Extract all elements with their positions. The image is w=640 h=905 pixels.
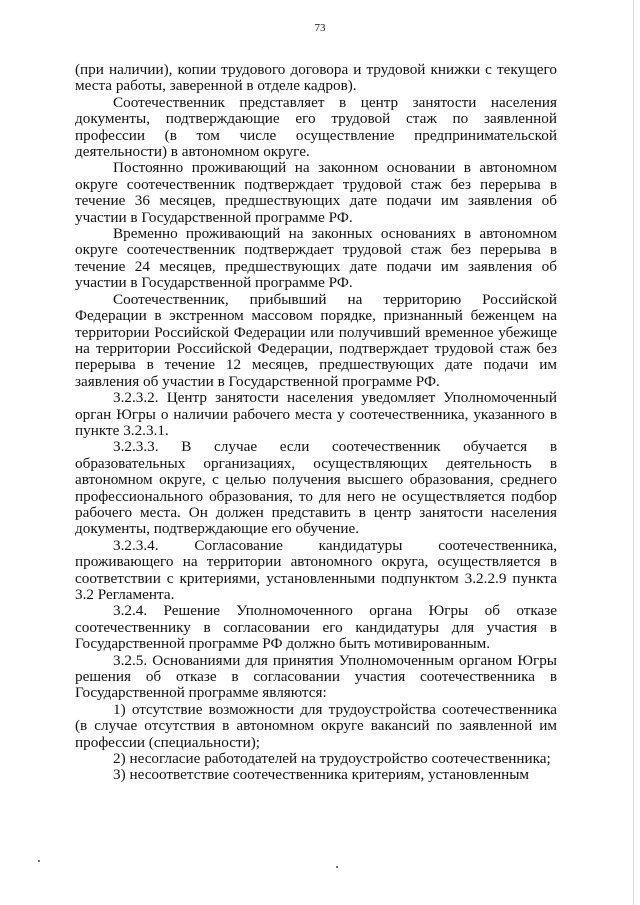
list-item-2: 2) несогласие работодателей на трудоустройство соотечественника; bbox=[113, 750, 551, 768]
paragraph-3-2-3-2: 3.2.3.2. Центр занятости населения уведомляет Уполномоченный орган Югры о наличии рабочего места у соотечественника, указанного в пункте 3.2.3.1. bbox=[75, 389, 557, 439]
list-item-1: 1) отсутствие возможности для трудоустройства соотечественника (в случае отсутствия в автономном округе вакансий по заявленной им профессии (специальности); bbox=[75, 700, 557, 751]
paragraph-permanent-resident: Постоянно проживающий на законном основании в автономном округе соотечественник подтверждает трудовой стаж без перерыва в течение 36 месяцев, предшествующих дате подачи им заявления об участии в Государственной программе РФ. bbox=[75, 159, 557, 226]
paragraph-3-2-3-4: 3.2.3.4. Согласование кандидатуры соотечественника, проживающего на территории автономного округа, осуществляется в соответствии с критериями, установленными подпунктом 3.2.2.9 пункта 3.2 Регламента. bbox=[75, 536, 557, 603]
list-item-3: 3) несоответствие соотечественника критериям, установленным bbox=[113, 766, 530, 784]
paragraph-3-2-3-3: 3.2.3.3. В случае если соотечественник обучается в образовательных организациях, осуществляющих деятельность в автономном округе, с целью получения высшего образования, среднего профессионального образования, то для него не осуществляется подбор рабочего места. Он должен представить в центр занятости населения документы, подтверждающие его обучение. bbox=[75, 438, 557, 538]
paragraph-documents-stage: Соотечественник представляет в центр занятости населения документы, подтверждающие его трудовой стаж по заявленной профессии (в том числе осуществление предпринимательской деятельности) в автономном округе. bbox=[75, 93, 557, 161]
paragraph-3-2-4: 3.2.4. Решение Уполномоченного органа Югры об отказе соотечественнику в согласовании его кандидатуры для участия в Государственной программе РФ должно быть мотивированным. bbox=[75, 602, 557, 653]
scan-edge-line bbox=[633, 0, 634, 905]
scan-speck bbox=[336, 866, 338, 868]
scan-speck bbox=[38, 860, 40, 862]
paragraph-3-2-5: 3.2.5. Основаниями для принятия Уполномоченным органом Югры решения об отказе в согласовании участия соотечественника в Государственной программе являются: bbox=[75, 651, 557, 702]
paragraph-continuation: (при наличии), копии трудового договора и трудовой книжки с текущего места работы, заверенной в отделе кадров). bbox=[75, 61, 557, 95]
paragraph-refugee: Соотечественник, прибывший на территорию Российской Федерации в экстренном массовом порядке, признанный беженцем на территории Российской Федерации или получивший временное убежище на территории Российской Федерации, подтверждает трудовой стаж без перерыва в течение 12 месяцев, предшествующих дате подачи им заявления об участии в Государственной программе РФ. bbox=[75, 290, 557, 390]
paragraph-temporary-resident: Временно проживающий на законных основаниях в автономном округе соотечественник подтверждает трудовой стаж без перерыва в течение 24 месяцев, предшествующих дате подачи им заявления об участии в Государственной программе РФ. bbox=[75, 225, 557, 292]
document-body bbox=[75, 62, 557, 784]
page-number: 73 bbox=[314, 22, 326, 34]
